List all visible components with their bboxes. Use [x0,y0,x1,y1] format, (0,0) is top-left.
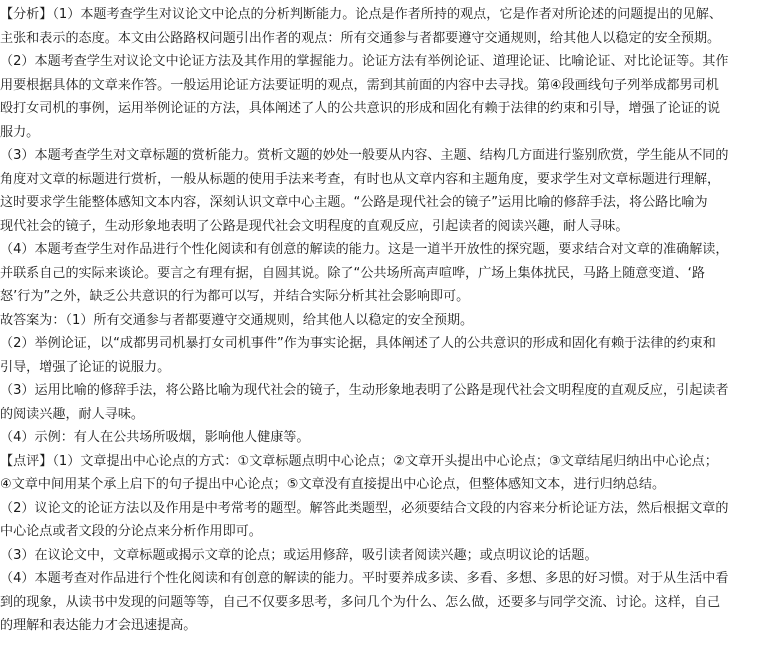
text-line: （2）本题考查学生对议论文中论证方法及其作用的掌握能力。论证方法有举例论证、道理论证、比喻论证、对比论证等。其作 [0,54,729,69]
text-line: （4）本题考查对作品进行个性化阅读和有创意的解读的能力。平时要养成多读、多看、多想、多思的好习惯。对于从生活中看 [0,571,729,586]
text-line: ④文章中间用某个承上启下的句子提出中心论点；⑤文章没有直接提出中心论点，但整体感知文本，进行归纳总结。 [0,477,666,492]
text-line: 【分析】（1）本题考查学生对议论文中论点的分析判断能力。论点是作者所持的观点，它是作者对所论述的问题提出的见解、 [0,7,722,22]
text-line: （4）示例：有人在公共场所吸烟，影响他人健康等。 [0,430,310,445]
text-line: （3）运用比喻的修辞手法，将公路比喻为现代社会的镜子，生动形象地表明了公路是现代社会文明程度的直观反应，引起读者 [0,383,729,398]
text-line: 这时要求学生能整体感知文本内容，深刻认识文章中心主题。“公路是现代社会的镜子”运用比喻的修辞手法，将公路比喻为 [0,195,708,210]
text-line: （2）议论文的论证方法以及作用是中考常考的题型。解答此类题型，必须要结合文段的内容来分析论证方法，然后根据文章的 [0,500,729,516]
text-line: 故答案为：（1）所有交通参与者都要遵守交通规则，给其他人以稳定的安全预期。 [0,312,474,328]
text-line: 中心论点或者文段的分论点来分析作用即可。 [0,524,262,539]
text-line: 殴打女司机的事例，运用举例论证的方法，具体阐述了人的公共意识的形成和固化有赖于法律的约束和引导，增强了论证的说 [0,101,721,116]
answer-analysis-document [0,3,778,638]
text-line: （3）本题考查学生对文章标题的赏析能力。赏析文题的妙处一般要从内容、主题、结构几方面进行鉴别欣赏，学生能从不同的 [0,148,729,163]
text-line: 角度对文章的标题进行赏析，一般从标题的使用手法来考查，有时也从文章内容和主题角度，要求学生对文章标题进行理解， [0,171,721,187]
text-line: （3）在议论文中，文章标题或揭示文章的论点；或运用修辞，吸引读者阅读兴趣；或点明议论的话题。 [0,547,598,563]
text-line: 【点评】（1）文章提出中心论点的方式：①文章标题点明中心论点；②文章开头提出中心论点；③文章结尾归纳出中心论点； [0,453,718,469]
text-line: 到的现象，从读书中发现的问题等等，自己不仅要多思考，多问几个为什么、怎么做，还要多与同学交流、讨论。这样，自己 [0,594,721,610]
text-line: （2）举例论证，以“成都男司机暴打女司机事件”作为事实论据，具体阐述了人的公共意识的形成和固化有赖于法律的约束和 [0,336,716,351]
text-line: 的理解和表达能力才会迅速提高。 [0,618,197,633]
text-line: 服力。 [0,124,40,140]
text-line: 引导，增强了论证的说服力。 [0,359,171,375]
text-line: 并联系自己的实际来谈论。要言之有理有据，自圆其说。除了“公共场所高声喧哗，广场上集体扰民，马路上随意变道、‘路 [0,265,705,281]
text-line: 怒’行为”之外，缺乏公共意识的行为都可以写，并结合实际分析其社会影响即可。 [0,289,470,304]
text-line: 现代社会的镜子，生动形象地表明了公路是现代社会文明程度的直观反应，引起读者的阅读兴趣，耐人寻味。 [0,218,629,234]
text-line: （4）本题考查学生对作品进行个性化阅读和有创意的解读的能力。这是一道半开放性的探究题，要求结合对文章的准确解读， [0,242,729,257]
text-line: 用要根据具体的文章来作答。一般运用论证方法要证明的观点，需到其前面的内容中去寻找。第④段画线句子列举成都男司机 [0,77,719,93]
text-line: 主张和表示的态度。本文由公路路权问题引出作者的观点：所有交通参与者都要遵守交通规则，给其他人以稳定的安全预期。 [0,30,721,46]
text-line: 的阅读兴趣，耐人寻味。 [0,406,145,422]
